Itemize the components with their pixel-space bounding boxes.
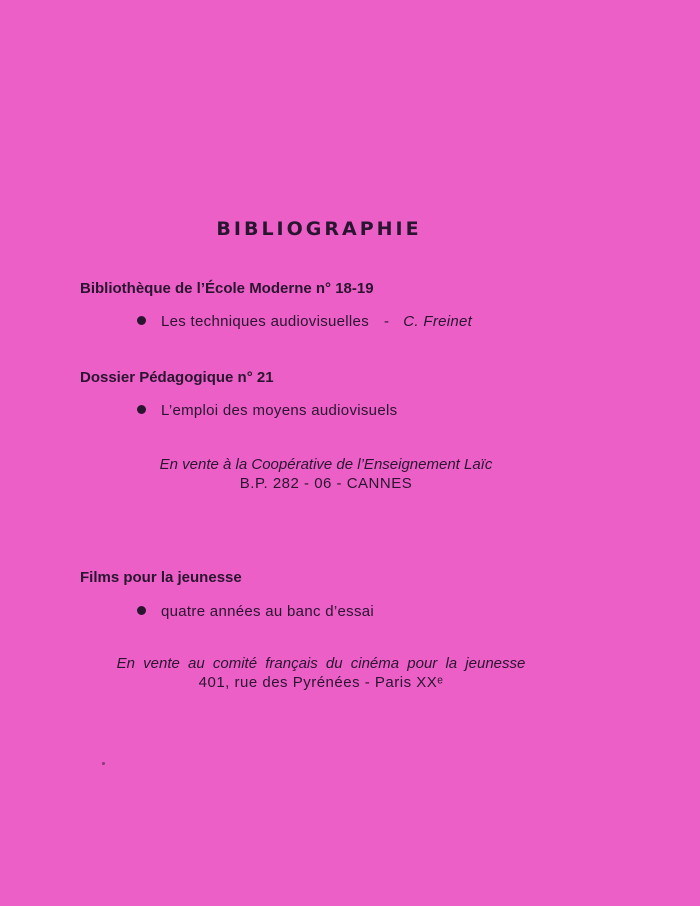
sale-line: En vente à la Coopérative de l’Enseignement Laïc xyxy=(159,456,493,473)
paper-speck xyxy=(102,762,105,765)
item-author: C. Freinet xyxy=(403,313,473,330)
section-heading-films: Films pour la jeunesse xyxy=(80,569,242,586)
list-item xyxy=(137,603,374,620)
bullet-icon xyxy=(137,405,146,414)
bullet-icon xyxy=(137,606,146,615)
list-item xyxy=(137,402,397,419)
sale-address: 401, rue des Pyrénées - Paris XXᵉ xyxy=(198,674,444,691)
sale-line: En vente au comité français du cinéma pour la jeunesse xyxy=(116,655,526,672)
sale-address: B.P. 282 - 06 - CANNES xyxy=(239,475,413,492)
sale-notice-cinema xyxy=(60,655,582,691)
section-heading-ecole-moderne: Bibliothèque de l’École Moderne n° 18-19 xyxy=(80,280,374,297)
section-heading-dossier: Dossier Pédagogique n° 21 xyxy=(80,369,274,386)
bullet-icon xyxy=(137,316,146,325)
page-title: BIBLIOGRAPHIE xyxy=(216,218,422,240)
list-item xyxy=(137,313,472,330)
item-title: Les techniques audiovisuelles xyxy=(161,313,369,330)
item-title: quatre années au banc d’essai xyxy=(161,603,375,620)
separator: - xyxy=(384,313,390,330)
item-title: L’emploi des moyens audiovisuels xyxy=(161,402,398,419)
sale-notice-cel xyxy=(110,456,542,492)
